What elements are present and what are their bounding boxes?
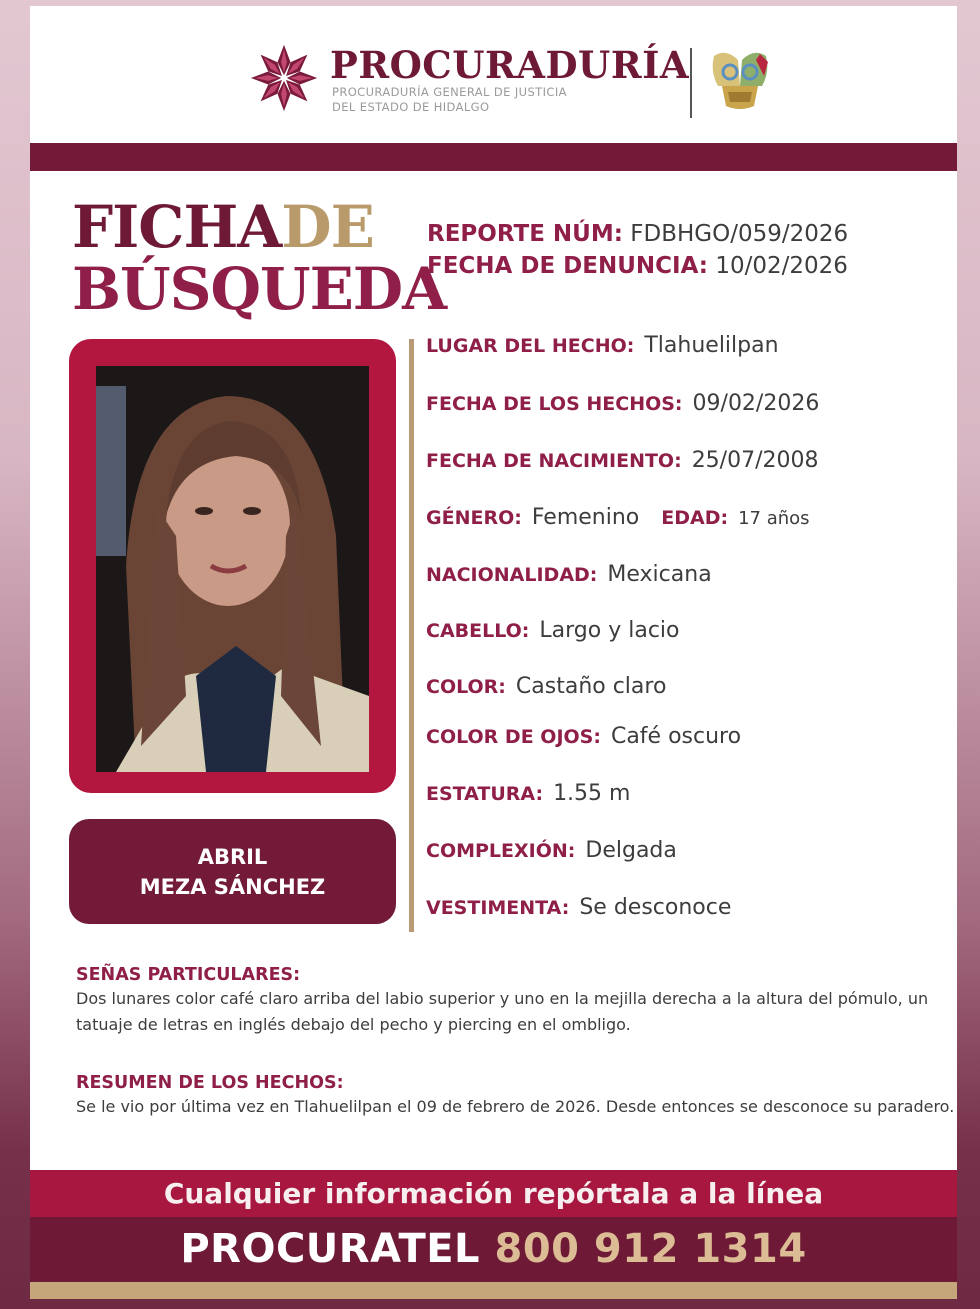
detail-label: CABELLO: [426, 620, 530, 642]
report-number-label: REPORTE NÚM: [427, 221, 623, 247]
detail-row-clothing [426, 895, 731, 920]
title-line2: BÚSQUEDA [72, 255, 447, 323]
summary-section [76, 1072, 956, 1120]
brand-subtitle-line1: PROCURADURÍA GENERAL DE JUSTICIA [332, 85, 567, 99]
distinguishing-marks-section [76, 964, 956, 1038]
report-number-row [427, 218, 848, 250]
detail-label-age: EDAD: [661, 507, 729, 529]
detail-label: GÉNERO: [426, 507, 522, 529]
detail-row-hair-color [426, 674, 666, 699]
call-to-action-banner: Cualquier información repórtala a la línea [30, 1170, 957, 1217]
footer-gold-bar [30, 1282, 957, 1299]
header-divider-bar [30, 143, 957, 171]
complaint-date-value: 10/02/2026 [715, 253, 848, 279]
title-line1 [72, 193, 446, 261]
portrait-image [96, 366, 369, 772]
detail-value: Delgada [585, 838, 677, 863]
person-name-box [69, 819, 396, 924]
detail-value: Castaño claro [515, 674, 667, 699]
detail-value: Tlahuelilpan [644, 333, 779, 358]
brand-divider [690, 48, 692, 118]
distinguishing-marks-title: SEÑAS PARTICULARES: [76, 965, 301, 985]
detail-label: COLOR: [426, 676, 506, 698]
detail-value: 25/07/2008 [691, 448, 819, 473]
detail-row-event-date [426, 391, 819, 416]
complaint-date-label: FECHA DE DENUNCIA: [427, 253, 709, 279]
detail-value: 1.55 m [553, 781, 631, 806]
brand-subtitle [332, 85, 567, 115]
detail-value: Se desconoce [579, 895, 732, 920]
hotline-number[interactable]: 800 912 1314 [494, 1226, 807, 1272]
detail-row-place [426, 333, 779, 358]
photo-frame [69, 339, 396, 793]
title-ficha: FICHA [72, 193, 282, 261]
search-notice-card [30, 6, 957, 1299]
detail-label: LUGAR DEL HECHO: [426, 335, 635, 357]
summary-text: Se le vio por última vez en Tlahuelilpan el 09 de febrero de 2026. Desde entonces se desconoce su paradero. [76, 1097, 955, 1116]
detail-row-height [426, 781, 630, 806]
detail-label: COLOR DE OJOS: [426, 726, 601, 748]
detail-label: FECHA DE NACIMIENTO: [426, 450, 682, 472]
detail-label: NACIONALIDAD: [426, 564, 598, 586]
title-de: DE [281, 193, 374, 261]
person-photo [96, 366, 369, 772]
detail-label: ESTATURA: [426, 783, 544, 805]
detail-row-gender-age [426, 505, 810, 530]
detail-row-hair [426, 618, 680, 643]
header [30, 6, 957, 142]
details-divider-line [409, 339, 414, 932]
person-first-name: ABRIL [197, 844, 268, 869]
detail-value: Café oscuro [610, 724, 742, 749]
detail-row-eye-color [426, 724, 741, 749]
summary-title: RESUMEN DE LOS HECHOS: [76, 1073, 344, 1093]
detail-label: VESTIMENTA: [426, 897, 570, 919]
hotline-name: PROCURATEL [180, 1226, 481, 1272]
star-flower-icon [248, 42, 320, 114]
complaint-date-row [427, 250, 848, 282]
hotline-banner [30, 1217, 957, 1282]
detail-row-build [426, 838, 677, 863]
detail-row-birth-date [426, 448, 819, 473]
detail-label: COMPLEXIÓN: [426, 840, 576, 862]
report-number-value: FDBHGO/059/2026 [630, 221, 849, 247]
report-info [427, 218, 848, 282]
detail-row-nationality [426, 562, 712, 587]
detail-label: FECHA DE LOS HECHOS: [426, 393, 683, 415]
detail-value: Largo y lacio [539, 618, 680, 643]
person-last-names: MEZA SÁNCHEZ [139, 874, 326, 899]
detail-value: 09/02/2026 [692, 391, 820, 416]
detail-value-age: 17 años [738, 508, 810, 529]
page-title [72, 193, 447, 323]
distinguishing-marks-text: Dos lunares color café claro arriba del labio superior y uno en la mejilla derecha a la altura del pómulo, un tatuaje de letras en inglés debajo del pecho y piercing en el ombligo. [76, 989, 929, 1034]
state-coat-of-arms-icon [708, 46, 772, 118]
detail-value: Mexicana [607, 562, 712, 587]
detail-value: Femenino [531, 505, 640, 530]
brand-subtitle-line2: DEL ESTADO DE HIDALGO [332, 100, 490, 114]
brand-title: PROCURADURÍA [330, 43, 690, 87]
